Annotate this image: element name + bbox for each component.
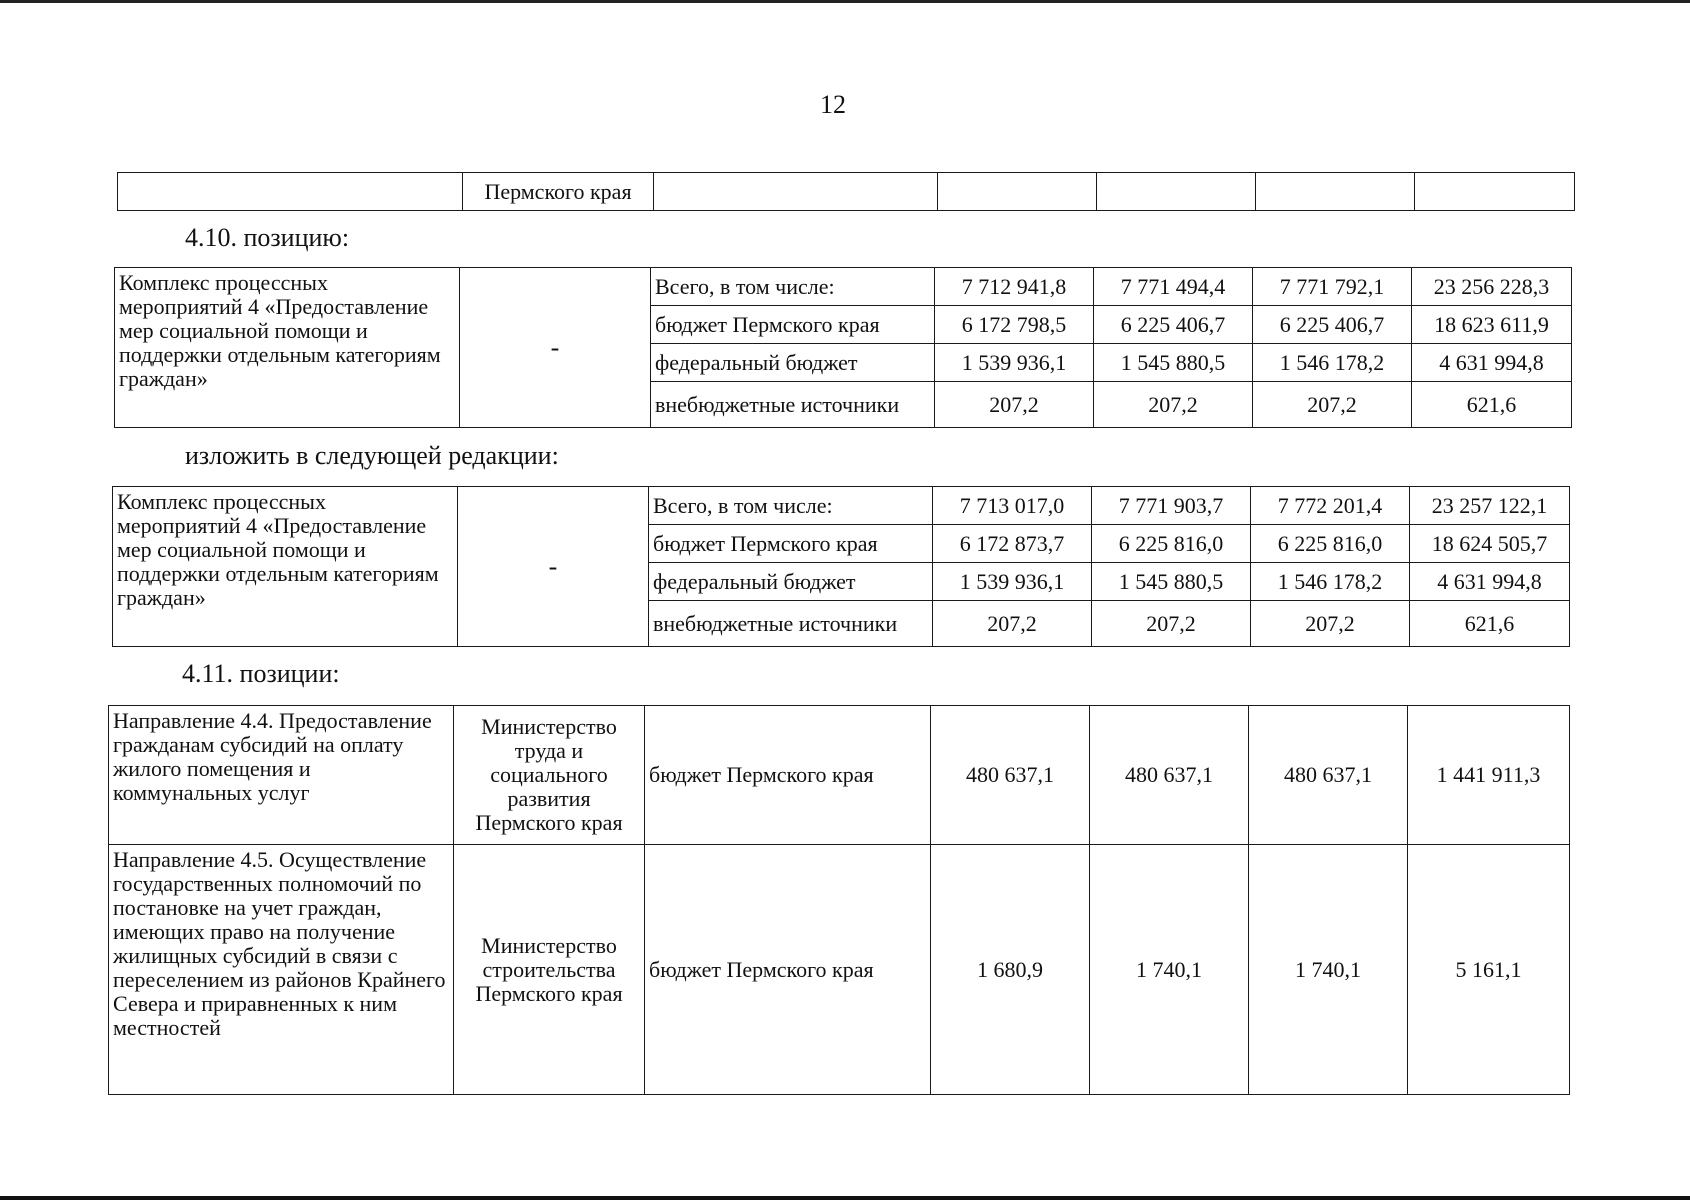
value-cell: 6 225 816,0 [1092, 525, 1251, 563]
new-position-table [112, 486, 1570, 647]
page-number: 12 [820, 90, 846, 119]
total-cell: 23 256 228,3 [1412, 268, 1572, 306]
value-cell: 480 637,1 [931, 706, 1090, 845]
value-cell: 6 225 406,7 [1253, 306, 1412, 344]
funding-source: бюджет Пермского края [645, 706, 931, 845]
value-cell: 207,2 [933, 601, 1092, 647]
value-cell: 6 172 873,7 [933, 525, 1092, 563]
funding-source: федеральный бюджет [649, 563, 933, 601]
empty-cell [1097, 173, 1256, 211]
value-cell: 480 637,1 [1249, 706, 1408, 845]
funding-source: внебюджетные источники [649, 601, 933, 647]
value-cell: 207,2 [935, 382, 1094, 428]
value-cell: 1 546 178,2 [1253, 344, 1412, 382]
value-cell: 1 680,9 [931, 845, 1090, 1095]
total-cell: 4 631 994,8 [1412, 344, 1572, 382]
empty-cell [1415, 173, 1575, 211]
funding-source: Всего, в том числе: [651, 268, 935, 306]
continuation-table [117, 172, 1575, 211]
direction-name: Направление 4.4. Предоставление гражданам субсидий на оплату жилого помещения и коммунальных услуг [109, 706, 454, 845]
empty-cell [938, 173, 1097, 211]
executor-dash: - [458, 487, 649, 647]
executor-cell: Пермского края [463, 173, 654, 211]
value-cell: 207,2 [1094, 382, 1253, 428]
value-cell: 7 772 201,4 [1251, 487, 1410, 525]
positions-411-table [108, 705, 1570, 1095]
value-cell: 6 172 798,5 [935, 306, 1094, 344]
total-cell: 1 441 911,3 [1408, 706, 1570, 845]
total-cell: 4 631 994,8 [1410, 563, 1570, 601]
executor-cell: Министерство строительства Пермского края [454, 845, 645, 1095]
total-cell: 621,6 [1410, 601, 1570, 647]
executor-dash: - [460, 268, 651, 428]
total-cell: 18 624 505,7 [1410, 525, 1570, 563]
value-cell: 1 539 936,1 [933, 563, 1092, 601]
value-cell: 7 771 494,4 [1094, 268, 1253, 306]
direction-name: Направление 4.5. Осуществление государственных полномочий по постановке на учет граждан, имеющих право на получение жилищных субсидий в связи с переселением из районов Крайнего Севера и приравненных к ним местностей [109, 845, 454, 1095]
value-cell: 480 637,1 [1090, 706, 1249, 845]
total-cell: 5 161,1 [1408, 845, 1570, 1095]
empty-cell [1256, 173, 1415, 211]
executor-cell: Министерство труда и социального развития Пермского края [454, 706, 645, 845]
value-cell: 7 771 903,7 [1092, 487, 1251, 525]
scan-edge-top [0, 0, 1690, 3]
new-edition-heading: изложить в следующей редакции: [185, 441, 559, 470]
value-cell: 1 545 880,5 [1092, 563, 1251, 601]
total-cell: 18 623 611,9 [1412, 306, 1572, 344]
value-cell: 1 740,1 [1090, 845, 1249, 1095]
funding-source: Всего, в том числе: [649, 487, 933, 525]
program-name: Комплекс процессных мероприятий 4 «Предоставление мер социальной помощи и поддержки отдельным категориям граждан» [115, 268, 460, 428]
total-cell: 23 257 122,1 [1410, 487, 1570, 525]
value-cell: 207,2 [1251, 601, 1410, 647]
program-name: Комплекс процессных мероприятий 4 «Предоставление мер социальной помощи и поддержки отдельным категориям граждан» [113, 487, 458, 647]
value-cell: 6 225 816,0 [1251, 525, 1410, 563]
old-position-table [114, 267, 1572, 428]
value-cell: 6 225 406,7 [1094, 306, 1253, 344]
scan-edge-bottom [0, 1196, 1690, 1200]
funding-source: бюджет Пермского края [645, 845, 931, 1095]
value-cell: 1 539 936,1 [935, 344, 1094, 382]
funding-source: бюджет Пермского края [649, 525, 933, 563]
section-411-heading: 4.11. позиции: [182, 659, 340, 688]
section-410-heading: 4.10. позицию: [185, 223, 350, 252]
funding-source: бюджет Пермского края [651, 306, 935, 344]
total-cell: 621,6 [1412, 382, 1572, 428]
value-cell: 1 740,1 [1249, 845, 1408, 1095]
funding-source: внебюджетные источники [651, 382, 935, 428]
value-cell: 207,2 [1253, 382, 1412, 428]
empty-cell [654, 173, 938, 211]
value-cell: 7 771 792,1 [1253, 268, 1412, 306]
value-cell: 1 545 880,5 [1094, 344, 1253, 382]
value-cell: 1 546 178,2 [1251, 563, 1410, 601]
funding-source: федеральный бюджет [651, 344, 935, 382]
value-cell: 7 712 941,8 [935, 268, 1094, 306]
value-cell: 207,2 [1092, 601, 1251, 647]
name-cell [118, 173, 463, 211]
value-cell: 7 713 017,0 [933, 487, 1092, 525]
